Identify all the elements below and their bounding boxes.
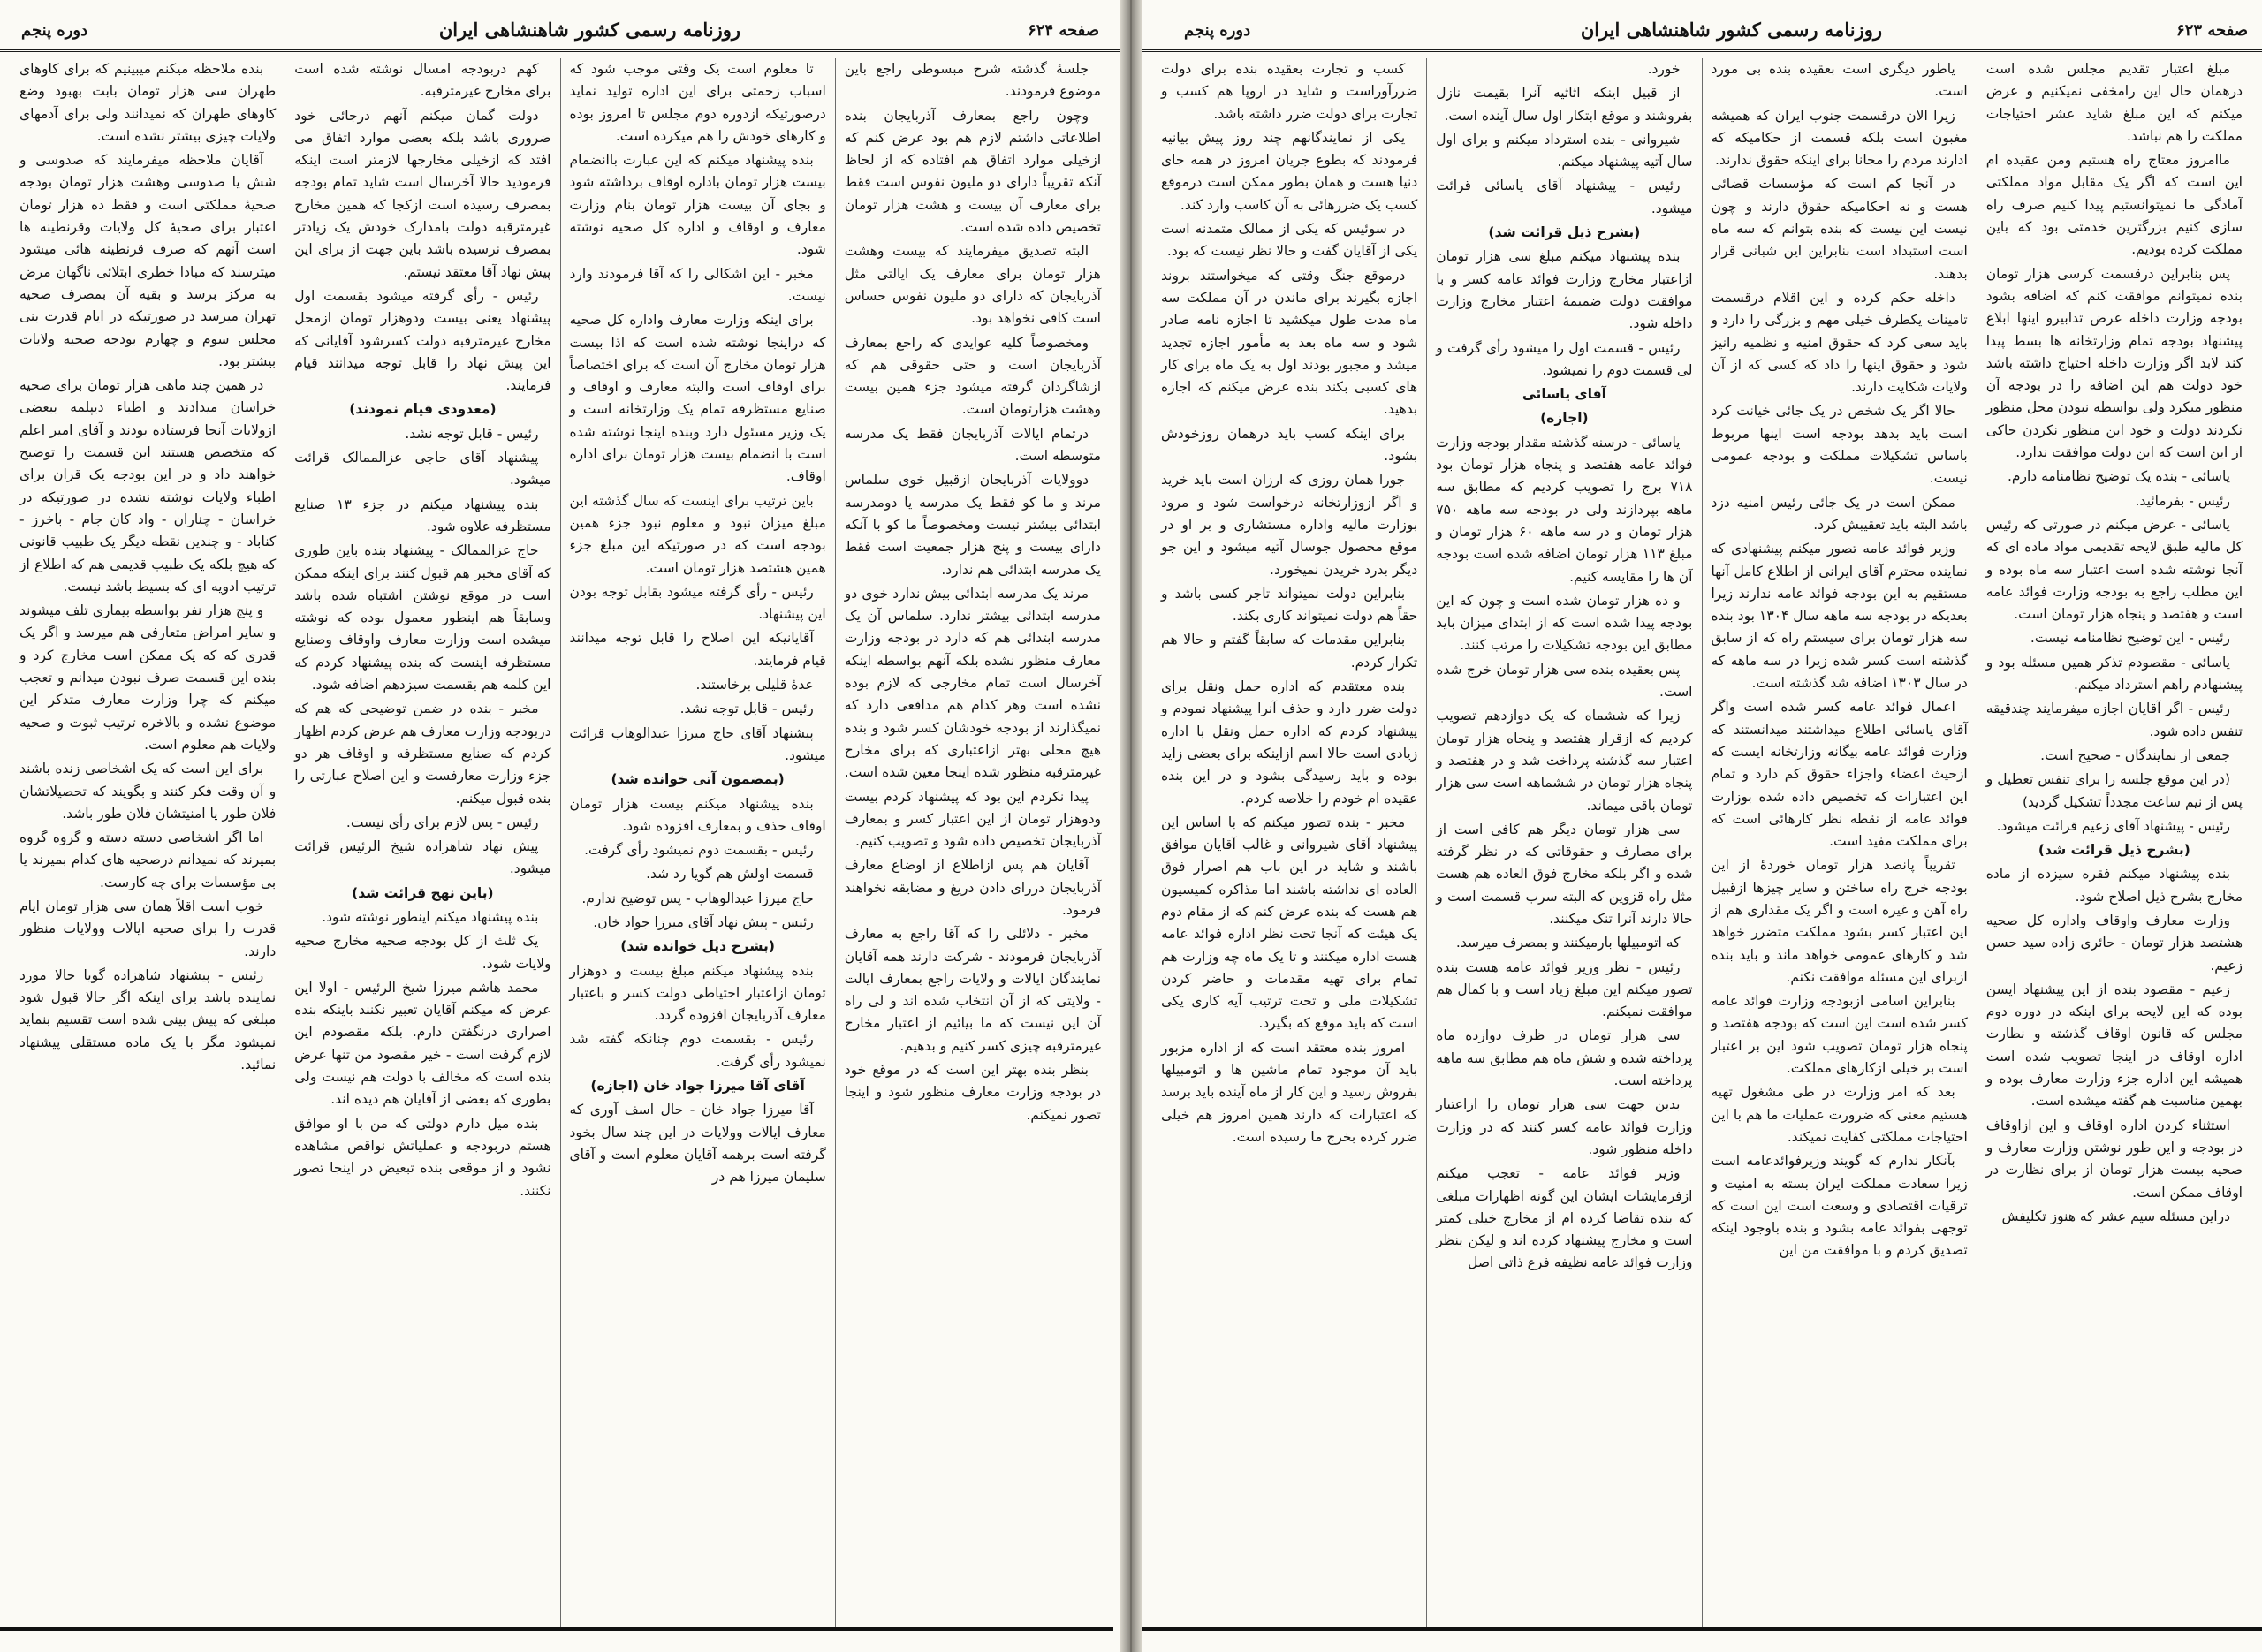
paragraph: سی هزار تومان دیگر هم کافی است از برای مصارف و حقوقاتی که در نظر گرفته شده و اگر بلکه مخارج فوق العاده هم هست مثل راه قزوین که البته سرب قسمت است و حالا دارند آنرا تنک میکنند. [1436,821,1693,927]
text-column [11,58,285,1627]
paragraph: رئیس - قابل توجه نشد. [405,425,539,442]
paragraph: آقا میرزا جواد خان - حال اسف آوری که معارف ایالات وولایات در این چند سال بخود گرفته است برهمه آقایان معلوم است و آقای سلیمان میرزا هم در [569,1102,826,1186]
paragraph: و ده هزار تومان شده است و چون که این بودجه پیدا شده است که از ابتدای میزان باید مطابق این بودجه تشکیلات را مرتب کنند. [1436,592,1693,654]
paragraph: رئیس - اگر آقایان اجازه میفرمایند چندقیقه تنفس داده شود. [1985,701,2243,739]
text-column [285,58,559,1627]
paragraph: یکی از نمایندگانهم چند روز پیش بیانیه فرمودند که بطوع جریان امروز در همه جای دنیا هست و همان بطور ممکن است درموقع کسب یک ضررهائی به آن کاسب وارد کند. [1161,129,1418,213]
paragraph: برای اینکه وزارت معارف واداره کل صحیه که دراینجا نوشته شده است که اذا بیست هزار تومان مخارج آن است که برای اختصاصاً برای اوقاف است والبته معارف و اوقاف و صنایع مستظرفه تمام یک وزارتخانه است و یک وزیر مسئول دارد وبنده اینجا نوشته شده است با انضمام بیست هزار تومان برای اداره اوقاف. [569,312,826,485]
paragraph: پس بعقیده بنده سی هزار تومان خرج شده است. [1436,661,1693,701]
paragraph: رئیس - بقسمت دوم نمیشود رأی گرفت. [584,842,814,859]
paragraph: و پنج هزار نفر بواسطه بیماری تلف میشوند و سایر امراض متعارفی هم میرسد و اگر یک قدری که که یک ممکن است مخارج کرد و بنده این قسمت صرف نبودن میدانم و تعجب میکنم که چرا وزارت معارف متذکر این موضوع نشده و بالاخره ترتیب ثبوت و صحیه ولایات هم معلوم است. [19,602,277,753]
newspaper-title: روزنامه رسمی کشور شاهنشاهی ایران [1580,19,1882,41]
paragraph: در همین چند ماهی هزار تومان برای صحیه خراسان میدادند و اطباء دیپلمه ببعضی ازولایات آنجا فرستاده بودند و آقای امیر اعلم که متخصص هستند این قسمت را توضیح خواهند داد و در این بودجه یک قران برای اطباء ولایات نوشته نشده در صورتیکه در خراسان - چناران - واد کان جام - باخرز - کناباد - و چندین نقطه دیگر یک طبیب قانونی که هیچ بلکه یک طبیب قدیمی هم که اطلاع از ترتیب ادویه ای که بسیط باشد نیست. [19,377,277,595]
paragraph: جلسهٔ گذشته شرح مبسوطی راجع باین موضوع فرمودند. [844,61,1101,100]
paragraph: ممکن است در یک جائی رئیس امنیه دزد باشد البته باید تعقیبش کرد. [1711,494,1968,533]
paragraph: رئیس - بقسمت دوم چنانکه گفته شد نمیشود رأی گرفت. [569,1031,826,1070]
paragraph: رئیس - قابل توجه نشد. [679,701,814,717]
article-columns [1152,58,2251,1627]
paragraph: رئیس - پیشنهاد آقای یاسائی قرائت میشود. [1436,178,1693,216]
paragraph: بنده معتقدم که اداره حمل ونقل برای دولت ضرر دارد و حذف آنرا پیشنهاد نمودم و پیشنهاد کردم که اداره حمل ونقل با اداره زیادی است حالا اسم ازاینکه برای بعضی زاید بوده و باید رسیدگی بشود و در این بنده عقیده ام خودم را خلاصه کردم. [1161,678,1418,807]
paragraph: (بشرح ذیل خوانده شد) [620,938,775,955]
paragraph: برای اینکه کسب باید درهمان روزخودش بشود. [1161,425,1418,465]
paragraph: البته تصدیق میفرمایند که بیست وهشت هزار تومان برای معارف یک ایالتی مثل آذربایجان که دارای دو ملیون نفوس حساس است کافی نخواهد بود. [844,243,1101,327]
paragraph: بنابراین دولت نمیتواند تاجر کسی باشد و حقاً هم دولت نمیتواند کاری بکند. [1161,585,1418,625]
paragraph: در سوئیس که یکی از ممالک متمدنه است یکی از آقایان گفت و حالا نظر نیست که بود. [1161,221,1418,260]
paragraph: محمد هاشم میرزا شیخ الرئیس - اولا این عرض که میکنم آقایان تعبیر نکنند باینکه بنده اصراری درنگفتن دارم. بلکه مقصودم این لازم گرفت است - خیر مقصود من تنها عرض بنده است که مخالف با دولت هم نیست ولی بطوری که بعضی از آقایان هم دیده اند. [294,979,551,1108]
paragraph: زعیم - مقصود بنده از این پیشنهاد ایسن بوده که این لایحه برای اینکه در دوره دوم مجلس که قانون اوقاف گذشته و نظارت اداره اوقاف در اینجا تصویب شده است همیشه این اداره جزء وزارت معارف بوده و بهمین مناسبت هم گفته میشده است. [1985,981,2243,1110]
paragraph: یک ثلث از کل بودجه صحیه مخارج صحیه ولایات شود. [294,933,551,972]
paragraph: (اجازه) [1540,410,1589,427]
binding-gutter [1120,0,1142,1652]
paragraph: رئیس - قسمت اول را میشود رأی گرفت و لی قسمت دوم را نمیشود. [1436,339,1693,378]
text-column [1426,58,1701,1627]
paragraph: بنده پیشنهاد میکنم بیست هزار تومان اوقاف حذف و بمعارف افزوده شود. [569,795,826,834]
paragraph: اما اگر اشخاصی دسته دسته و گروه گروه بمیرند که نمیدانم درصحیه های کدام بمیرند یا بی مؤسسات برای چه کارست. [19,830,277,890]
paragraph: ماامروز معتاج راه هستیم ومن عقیده ام این است که اگر یک مقابل مواد مملکتی آمادگی ما نمیتوانستیم پیدا کنیم صرف راه سازی کنیم بزرگترین خدمتی بود که باین مملکت کرده بودیم. [1985,152,2243,258]
text-column [1977,58,2251,1627]
paragraph: رئیس - پیشنهاد شاهزاده گویا حالا مورد نماینده باشد برای اینکه اگر حالا قبول شود مبلغی که پیش بینی شده است تقسیم بنماید نمیشود مگر با یک ماده مستقلی پیشنهاد نمائید. [19,966,277,1073]
paragraph: پیشنهاد آقای حاجی عزالممالک قرائت میشود. [294,450,551,489]
paragraph: بعد که امر وزارت در طی مشغول تهیه هستیم معنی که ضرورت عملیات ما هم با این احتیاجات مملکتی کفایت نمیکند. [1711,1084,1968,1145]
paragraph: (معدودی قیام نمودند) [349,401,497,418]
paragraph: درموقع جنگ وقتی که میخواستند بروند اجازه بگیرند برای ماندن در آن مملکت سه ماه مدت طول میکشید تا اجازه نامه صادر شود و سه ماه بعد به مأمور اجازه تجدید میشد و مجبور بودند اول به یک ماه برای کار های کسبی بکند بنده عرض میکنم که اجازه بدهید. [1161,267,1418,418]
paragraph: بنده ملاحظه میکنم میبینیم که برای کاوهای طهران سی هزار تومان بابت بهبود وضع کاوهای طهران که نمیدانند ولی برای آدمهای ولایات چیزی بیشتر نشده است. [19,61,277,144]
paragraph: مرند یک مدرسه ابتدائی بیش ندارد خوی دو مدرسه ابتدائی بیشتر ندارد. سلماس آن یک مدرسه ابتدائی هم که دارد در بودجه وزارت معارف منظور نشده بلکه آنهم بواسطه اینکه آخرسال است تمام مخارجی که لازم بوده نشده است وهر کدام هم مدافعی دارد که نمیگذارند از بودجه خودشان کسر شود و بنده هیچ محلی بهتر ازاعتباری که برای مخارج غیرمترقبه منظور شده اینجا معین شده است. [844,585,1101,781]
paragraph: بنده پیشنهاد میکنم مبلغ سی هزار تومان ازاعتبار مخارج وزارت فوائد عامه کسر و با موافقت دولت ضمیمهٔ اعتبار مخارج وزارت داخله شود. [1436,248,1693,332]
paragraph: جورا همان روزی که ارزان است باید خرید و اگر ازوزارتخانه درخواست شود و مرود بوزارت مالیه واداره مستشاری و بر او در موقع محصول جوسال آتیه میشود و این جو دیگر بدرد خریدن نمیخورد. [1161,472,1418,578]
paragraph: زیرا که ششماه که یک دوازدهم تصویب کردیم که ازقرار هفتصد و پنجاه هزار تومان اعتبار سه گذشته پرداخت شد و در هفتصد و پنجاه هزار تومان در ششماهه است سی هزار تومان باقی میماند. [1436,708,1693,814]
paragraph: عدهٔ قلیلی برخاستند. [695,677,814,693]
paragraph: پیشنهاد آقای حاج میرزا عبدالوهاب قرائت میشود. [569,724,826,763]
paragraph: حالا اگر یک شخص در یک جائی خیانت کرد است باید بدهد بودجه است اینها مربوط باساس تشکیلات مملکت و بودجه عمومی نیست. [1711,403,1968,487]
paragraph: یاسائی - مقصودم تذکر همین مسئله بود و پیشنهادم راهم استرداد میکنم. [1985,654,2243,693]
newspaper-title: روزنامه رسمی کشور شاهنشاهی ایران [438,19,740,41]
paragraph: آقای یاسائی [1522,386,1606,403]
paragraph: مخبر - بنده تصور میکنم که با اساس این پیشنهاد آقای شیروانی و غالب آقایان موافق باشند و شاید در این باب هم اصرار فوق العاده ای نداشته باشند اما مذاکره کمیسیون هم هست که بنده عرض کنم که از مقام دوم یک هیئت که آنجا تحت نظر اداره فوائد عامه هست اداره میکنند و تا یک ماه چه وزارت هم تمام برای تهیه مقدمات و حاضر کردن تشکیلات ملی و تحت ترتیب آیه کاری یکی است که باید موقع که بگیرد. [1161,814,1418,1032]
paragraph: حاج عزالممالک - پیشنهاد بنده باین طوری که آقای مخبر هم قبول کنند برای اینکه ممکن است در موقع نوشتن اشتباه شده باشد وسابقاً هم اینطور معمول بوده که نوشته میشده است وزارت معارف واوقاف وصنایع مستظرفه اینست که بنده پیشنهاد کردم که این کلمه هم بقسمت سیزدهم اضافه شود. [294,542,551,693]
left-page [0,0,1120,1652]
paragraph: بنده پیشنهاد میکنم فقره سیزده از ماده مخارج بشرح ذیل اصلاح شود. [1985,866,2243,905]
paragraph: آقایان هم پس ازاطلاع از اوضاع معارف آذربایجان دررای دادن دریغ و مضایقه نخواهند فرمود. [844,857,1101,918]
paragraph: پیش نهاد شاهزاده شیخ الرئیس قرائت میشود. [294,838,551,877]
paragraph: یاسائی - بنده یک توضیح نظامنامه دارم. [2007,468,2230,485]
paragraph: پس بنابراین درقسمت کرسی هزار تومان بنده نمیتوانم موافقت کنم که اضافه بشود بودجه وزارت داخله عرض تدابیرو اینها ابلاغ پیشنهاد بودجه تمام وزارتخانه ها بسط پیدا کند لابد اگر وزارت داخله احتیاج داشته باشد خود دولت هم این اضافه را در بودجه آن منظور میکرد ولی بواسطه نبودن محل منظور نکردند دولت و خود این منظور نکردن حاکی از این است که این دولت موافقت ندارد. [1985,265,2243,461]
paragraph: دوولایات آذربایجان ازقبیل خوی سلماس مرند و ما کو فقط یک مدرسه یا دومدرسه ابتدائی بیشتر نیست ومخصوصاً ما کو با آنکه دارای بیست و پنج هزار جمعیت است فقط یک مدرسه ابتدائی هم ندارد. [844,472,1101,578]
page-number: صفحه ۶۲۳ [2176,21,2248,40]
paragraph: استثناء کردن اداره اوقاف و این ازاوقاف در بودجه و این طور نوشتن وزارت معارف و صحیه بیست هزار تومان از برای نظارت در اوقاف ممکن است. [1985,1117,2243,1201]
paragraph: مخبر - بنده در ضمن توضیحی که هم که دربودجه وزارت معارف هم عرض کردم اظهار کردم که صنایع مستظرفه و اوقاف هر دو جزء وزارت معارفست و این اصلاح عبارتی را بنده قبول میکنم. [294,701,551,807]
paragraph: بنده پیشنهاد میکنم اینطور نوشته شود. [322,908,539,925]
paragraph: حاج میرزا عبدالوهاب - پس توضیح ندارم. [581,890,814,906]
paragraph: وزیر فوائد عامه - تعجب میکنم ازفرمایشات ایشان این گونه اظهارات مبلغی که بنده تقاضا کرده ام از مخارج خیلی کمتر است و مخارج پیشنهاد کرده اند و لیکن بنظر وزارت فوائد عامه نظیفه فرع ذاتی اصل [1436,1165,1693,1271]
paragraph: از قبیل اینکه اثاثیه آنرا بقیمت نازل بفروشند و موقع ابتکار اول سال آینده است. [1436,85,1693,124]
paragraph: آقایان ملاحظه میفرمایند که صدوسی و شش یا صدوسی وهشت هزار تومان بودجه صحیهٔ مملکتی است و فقط ده هزار تومان اعتبار برای صحیهٔ کل ولایات وقرنطینه ها است آنهم که صرف قرنطینه هائی میشود میترسند که مبادا خطری ابتلائی ناگهان مرض به مرکز برسد و بقیه آن بمصرف صحیه تهران میرسد در صورتیکه در ایام قدرت بنی مجلس سوم و چهارم بودجه صحیه ولایات بیشتر بود. [19,152,277,369]
paragraph: بنابراین اسامی ازبودجه وزارت فوائد عامه کسر شده است این است که بودجه هفتصد و پنجاه هزار تومان تصویب شود این بر اعتبار است بر خیلی ازکارهای مملکت. [1711,993,1968,1077]
paragraph: بنابراین مقدمات که سابقاً گفتم و حالا هم تکرار کردم. [1161,632,1418,671]
paragraph: بنده پیشنهاد میکنم که این عبارت باانضمام بیست هزار تومان باداره اوقاف برداشته شود و بجای آن بیست هزار تومان بنام وزارت معارف و اوقاف و اداره کل صحیه نوشته شود. [569,152,826,258]
paragraph: تقریباً پانصد هزار تومان خوردهٔ از این بودجه خرج راه ساختن و سایر چیزها ازقبیل راه آهن و غیره است و اگر یک مقداری هم از این اعتبار کسر بشود مملکت متضرر خواهد شد و کارهای عمومی خواهد ماند و باید بنده ازبرای این مسئله موافقت نکنم. [1711,857,1968,985]
right-page [1142,0,2262,1652]
paragraph: بنده میل دارم دولتی که من با او موافق هستم دربودجه و عملیاتش نواقص مشاهده نشود و از موقعی بنده تبعیض در اینجا تصور نکنند. [294,1115,551,1199]
period-label: دوره پنجم [21,21,88,40]
paragraph: وچون راجع بمعارف آذربایجان بنده اطلاعاتی داشتم لازم هم بود عرض کنم که ازخیلی موارد اتفاق هم افتاده که از لحاظ آنکه تقریباً دارای دو ملیون نفوس است فقط برای معارف آن بیست و هشت هزار تومان تخصیص داده شده است. [844,107,1101,236]
paragraph: مخبر - دلائلی را که آقا راجع به معارف آذربایجان فرمودند - شرکت دارند همه آقایان نمایندگان ایالات و ولایات راجع بمعارف ایالت - ولایتی که از آن انتخاب شده اند و لی راه آن این نیست که ما بیائیم از اعتبار مخارج غیرمترقبه چیزی کسر کنیم و بدهیم. [844,926,1101,1054]
paragraph: سی هزار تومان در ظرف دوازده ماه پرداخته شده و شش ماه هم مطابق سه ماهه پرداخته است. [1436,1027,1693,1089]
paragraph: خوب است اقلاً همان سی هزار تومان ایام قدرت را برای صحیه ایالات وولایات منظور دارند. [19,898,277,959]
paragraph: تا معلوم است یک وقتی موجب شود که اسباب زحمتی برای این اداره تولید نماید درصورتیکه ازدوره دوم مجلس تا امروز بوده و کارهای خودش را هم میکرده است. [569,61,826,144]
page-header [1142,9,2262,52]
paragraph: بنظر بنده بهتر این است که در موقع خود در بودجه وزارت معارف منظور شود و اینجا تصور نمیکنم. [844,1062,1101,1123]
paragraph: وزارت معارف واوقاف واداره کل صحیه هشتصد هزار تومان - حائری زاده سید حسن زعیم. [1985,912,2243,974]
paragraph: رئیس - رأی گرفته میشود بقسمت اول پیشنهاد یعنی بیست ودوهزار تومان ازمحل مخارج غیرمترقبه دولت کسرشود آقایانی که این پیش نهاد را قابل توجه میدانند قیام فرمایند. [294,287,551,394]
paragraph: مبلغ اعتبار تقدیم مجلس شده است درهمان حال این رامخفی نمیکنیم و عرض میکنم که این مبلغ شاید عشر احتیاجات مملکت را هم نباشد. [1985,61,2243,144]
paragraph: بآنکار ندارم که گویند وزیرفوائدعامه است زیرا سعادت مملکت ایران بسته به امنیت و ترقیات اقتصادی و وسعت است این است که توجهی بفوائد عامه بشود و بنده باوجود اینکه تصدیق کردم و با موافقت من این [1711,1153,1968,1259]
period-label: دوره پنجم [1184,21,1251,40]
text-column [835,58,1110,1627]
paragraph: (باین نهج قرائت شد) [352,884,494,901]
paragraph: درتمام ایالات آذربایجان فقط یک مدرسه متوسطه است. [844,425,1101,465]
paragraph: (بمضمون آتی خوانده شد) [611,771,785,788]
footer-rule [0,1627,1113,1643]
paragraph: دولت گمان میکنم آنهم درجائی خود ضروری باشد بلکه بعضی موارد اتفاق می افتد که ازخیلی مخارجها لازمتر است اینکه فرمودید حالا آخرسال است شاید تمام بودجه بمصرف رسیده است ازکجا که همین مخارج غیرمترقبه دولت بامدارک خودش یک زیادتر بمصرف نرسیده باشد باین جهت از برای این پیش نهاد آقا معتقد نیستم. [294,107,551,280]
paragraph: باین ترتیب برای اینست که سال گذشته این مبلغ میزان نبود و معلوم نبود جزء همین بودجه است که در صورتیکه این مبلغ جزء همین هشتصد هزار تومان است. [569,492,826,576]
page-header [0,9,1120,52]
paragraph: بدین جهت سی هزار تومان را ازاعتبار وزارت فوائد عامه کسر کنند که در وزارت داخله منظور شود. [1436,1096,1693,1157]
paragraph: جمعی از نمایندگان - صحیح است. [2040,746,2230,763]
paragraph: داخله حکم کرده و این اقلام درقسمت تامینات یکطرف خیلی مهم و بزرگی را دارد و باید سعی کرد که حقوق امنیه و نظمیه رانیز شود و حقوق اینها را داد که کسی که از آن ولایات شکایت دارند. [1711,289,1968,396]
paragraph: آقایانیکه این اصلاح را قابل توجه میدانند قیام فرمایند. [569,630,826,669]
paragraph: در آنجا کم است که مؤسسات قضائی هست و نه احکامیکه حقوق دارند و چون نیست این نیست که بنده بتوانم که سه ماه است استبداد است بنابراین این شبانی قرار بدهند. [1711,176,1968,282]
page-number: صفحه ۶۲۴ [1028,21,1099,40]
paragraph: (بشرح ذیل قرائت شد) [1488,224,1641,241]
paragraph: شیروانی - بنده استرداد میکنم و برای اول سال آتیه پیشنهاد میکنم. [1436,131,1693,171]
paragraph: رئیس - بفرمائید. [2135,492,2230,509]
paragraph: یاسائی - عرض میکنم در صورتی که رئیس کل مالیه طبق لایحه تقدیمی مواد ماده ای که آنجا نوشته شده است اعتبار سه ماه بوده و این مطلب راجع به بودجه وزارت فوائد عامه است و هفتصد و پنجاه هزار تومان است. [1985,516,2243,623]
paragraph: رئیس - این توضیح نظامنامه نیست. [2030,630,2230,647]
paragraph: که اتومبیلها بارمیکنند و بمصرف میرسد. [1455,935,1681,951]
paragraph: رئیس - پیش نهاد آقای میرزا جواد خان. [593,913,814,930]
paragraph: اعمال فوائد عامه کسر شده است واگر آقای یاسائی اطلاع میداشتند میدانستند که وزارت فوائد عامه بیگانه وزارتخانه ایست که ازحیث اعضاء واجزاء حقوق کم دارد و تمام این اعتبارات که تخصیص داده شده بوزارت فوائد عامه از نقطه نظر کارهائی است که برای مملکت مفید است. [1711,699,1968,850]
paragraph: مخبر - این اشکالی را که آقا فرمودند وارد نیست. [569,265,826,304]
paragraph: قسمت اولش هم گویا رد شد. [646,866,814,883]
paragraph: رئیس - پیشنهاد آقای زعیم قرائت میشود. [1996,817,2230,834]
paragraph: کسب و تجارت بعقیده بنده برای دولت ضررآوراست و شاید در اروپا هم کسب و تجارت برای دولت ضرر داشته باشد. [1161,61,1418,122]
paragraph: زیرا الان درقسمت جنوب ایران که همیشه مغبون است بلکه قسمت از حکامیکه که ادارند مردم را مجانا برای اینکه حقوق ندارند. [1711,107,1968,169]
paragraph: رئیس - نظر وزیر فوائد عامه هست بنده تصور میکنم این مبلغ زیاد است و با کمال هم موافقت نمیکنم. [1436,959,1693,1020]
paragraph: رئیس - رأی گرفته میشود بقابل توجه بودن این پیشنهاد. [569,583,826,623]
paragraph: پیدا نکردم این بود که پیشنهاد کردم بیست ودوهزار تومان از این اعتبار کسر و بمعارف آذربایجان تخصیص داده شود و تصویب کنیم. [844,788,1101,850]
text-column [560,58,835,1627]
paragraph: دراین مسئله سیم عشر که هنوز تکلیفش [2001,1208,2230,1224]
paragraph: بنده پیشنهاد میکنم در جزء ۱۳ صنایع مستظرفه علاوه شود. [294,496,551,534]
text-column [1152,58,1426,1627]
paragraph: امروز بنده معتقد است که از اداره مزبور باید آن موجود تمام ماشین ها و اتومبیلها بفروش رسید و این کار از ماه آینده باید برسد که اعتبارات که دارند همین امروز هم خیلی ضرر کرده بخرج ما رسیده است. [1161,1039,1418,1145]
paragraph: آقای آقا میرزا جواد خان (اجازه) [590,1078,805,1095]
paragraph: یاطور دیگری است بعقیده بنده بی مورد است. [1711,61,1968,100]
paragraph: (در این موقع جلسه را برای تنفس تعطیل و پس از نیم ساعت مجدداً تشکیل گردید) [1985,771,2243,810]
text-column [1702,58,1977,1627]
paragraph: بنده پیشنهاد میکنم مبلغ بیست و دوهزار تومان ازاعتبار احتیاطی دولت کسر و باعتبار معارف آذربایجان افزوده گردد. [569,962,826,1024]
paragraph: رئیس - پس لازم برای رأی نیست. [345,814,539,830]
article-columns [11,58,1110,1627]
paragraph: ومخصوصاً کلیه عوایدی که راجع بمعارف آذربایجان است و حتی حقوقی هم که ازشاگردان گرفته میشود جزء همین بیست وهشت هزارتومان است. [844,334,1101,418]
footer-rule [1142,1627,2262,1643]
paragraph: (بشرح ذیل قرائت شد) [2038,842,2190,859]
paragraph: وزیر فوائد عامه تصور میکنم پیشنهادی که نماینده محترم آقای ایرانی از اطلاع کامل آنها مستقیم به این بودجه فوائد عامه ندارند زیرا بعدیکه در بودجه سه ماهه سال ۱۳۰۴ بود بنده سه هزار تومان برای سیستم راه که از سابق گذشته است کسر شده زیرا در سه ماهه که در سال ۱۳۰۳ اضافه شد گذشته است. [1711,541,1968,692]
paragraph: کهم دربودجه امسال نوشته شده است برای مخارج غیرمترقبه. [294,61,551,100]
paragraph: برای این است که یک اشخاصی زنده باشند و آن وقت فکر کنند و بگویند که تحصیلاتشان فلان طور یا امنیتشان فلان طور باشد. [19,761,277,822]
paragraph: خورد. [1647,61,1681,77]
paragraph: یاسائی - درسنه گذشته مقدار بودجه وزارت فوائد عامه هفتصد و پنجاه هزار تومان بود ۷۱۸ برج را تصویب کردیم که مطابق سه ماهه بپردازند ولی در بودجه سه ماهه ۷۵۰ هزار تومان و در سه ماهه ۶۰ هزار تومان و مبلغ ۱۱۳ هزار تومان اضافه شده است بودجه آن ها را مقایسه کنیم. [1436,434,1693,585]
